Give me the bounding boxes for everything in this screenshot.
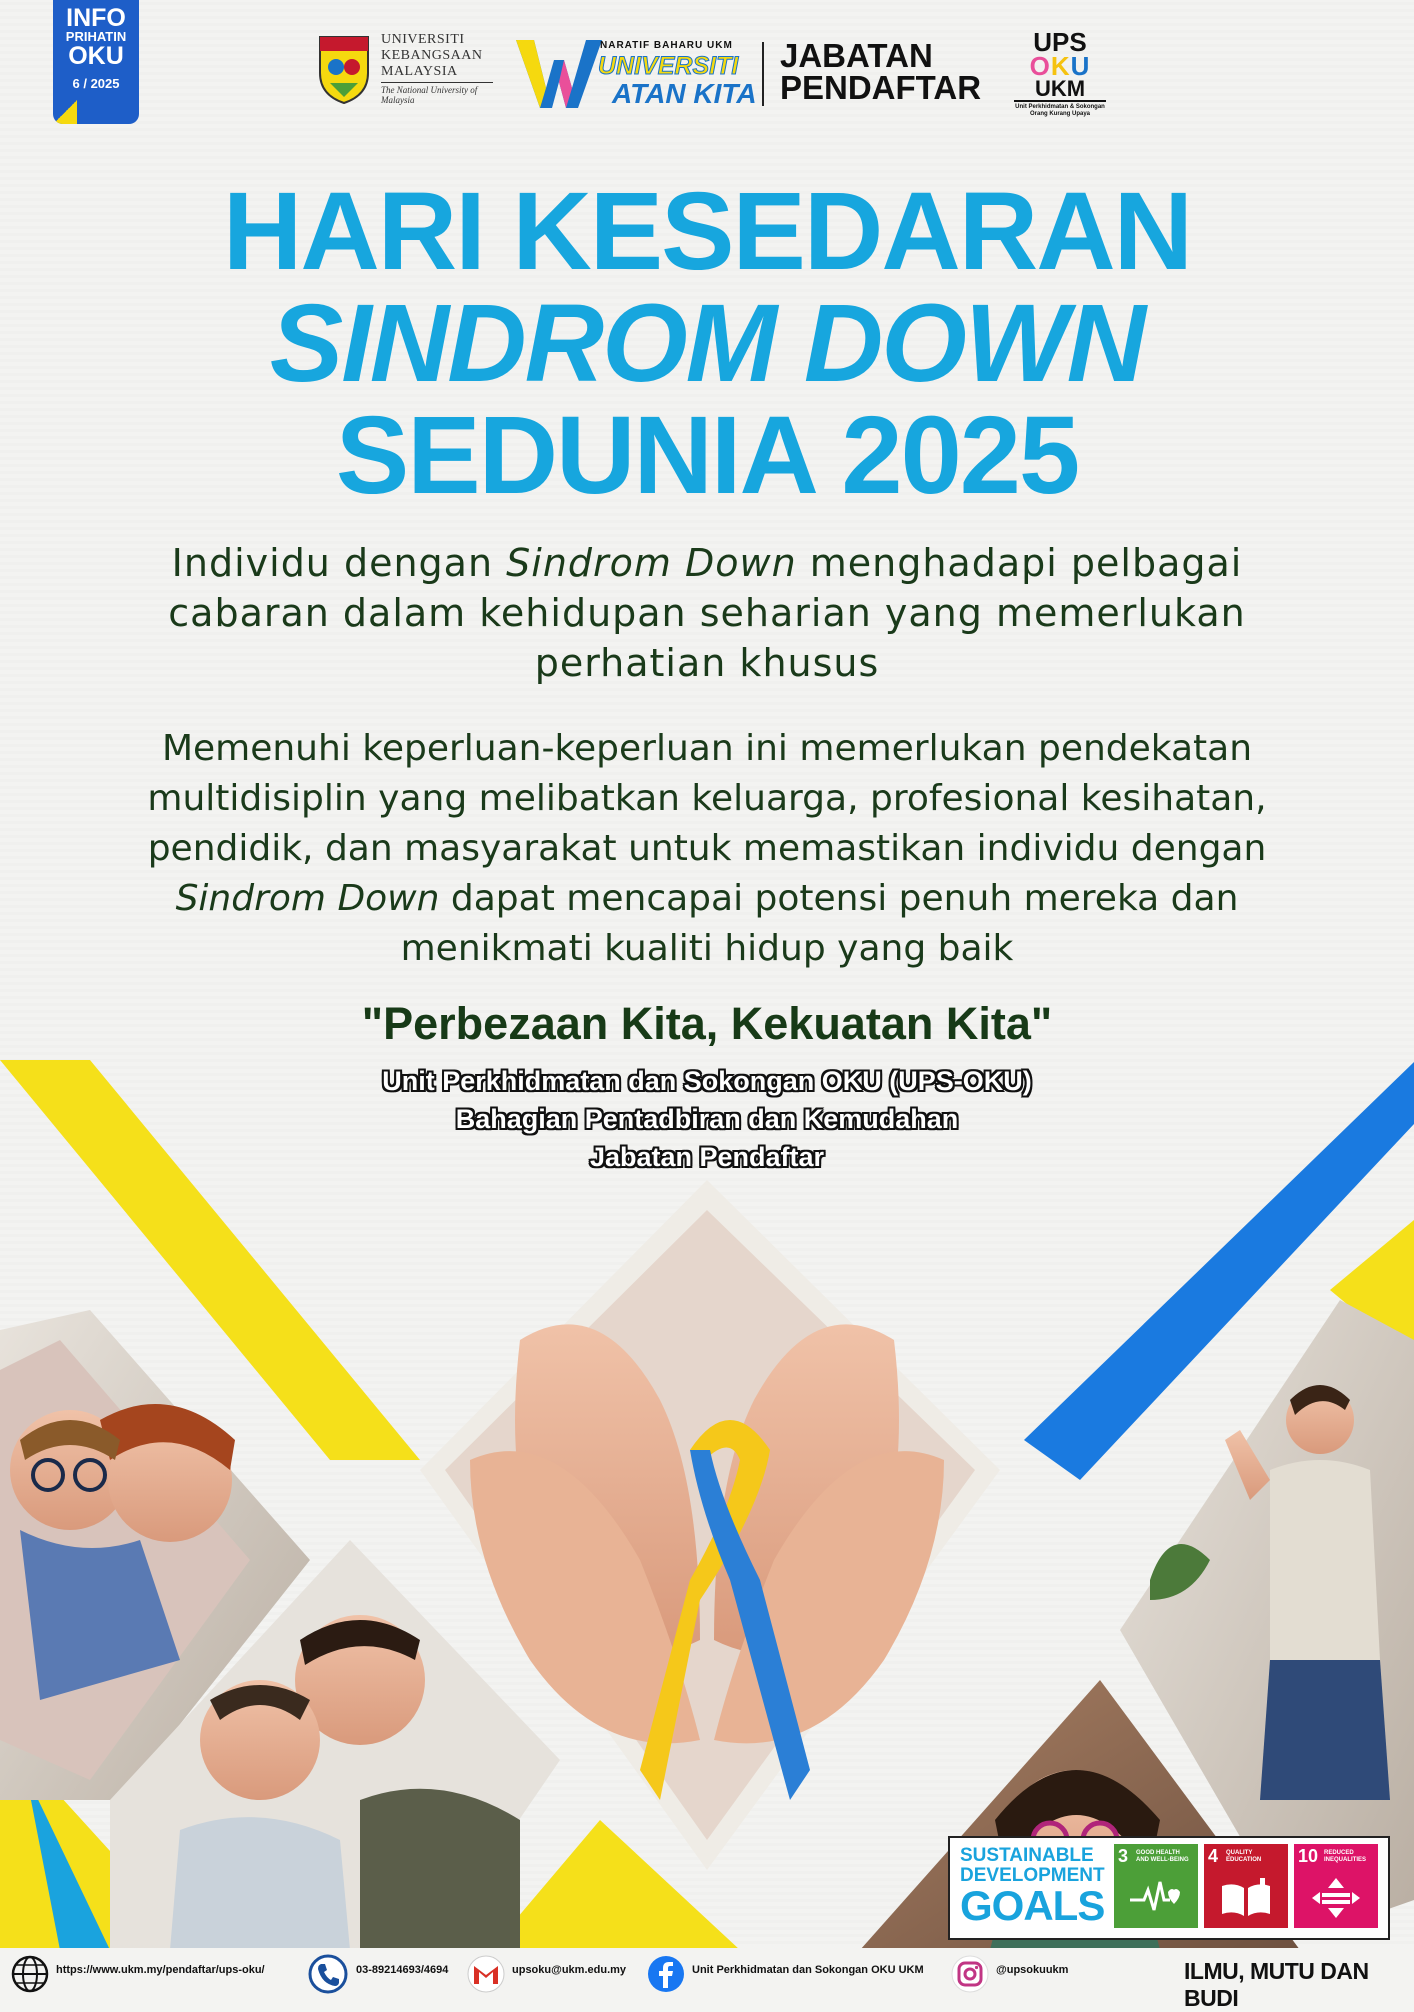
intro-paragraph [0, 538, 1414, 688]
facebook-icon [646, 1954, 686, 1994]
phone-number[interactable]: 03-89214693/4694 [356, 1964, 449, 1976]
jabatan-line1: JABATAN [780, 37, 933, 74]
heartbeat-icon [1130, 1878, 1182, 1918]
title-line3: SEDUNIA 2025 [335, 394, 1079, 517]
body-line2: multidisiplin yang melibatkan keluarga, profesional kesihatan, [147, 778, 1267, 819]
campaign-quote: "Perbezaan Kita, Kekuatan Kita" [361, 998, 1053, 1049]
watan-kita-name: ATAN KITA [612, 78, 757, 109]
badge-issue: 6 / 2025 [72, 76, 120, 91]
ups-oku-ukm-logo [1014, 27, 1106, 118]
intro-text-em: Sindrom Down [506, 541, 797, 585]
photo-collage [0, 1040, 1414, 1950]
sdg10-label: REDUCED INEQUALITIES [1324, 1850, 1367, 1863]
badge-line3: OKU [68, 42, 124, 70]
sdg4-number: 4 [1208, 1846, 1219, 1866]
badge-line2: PRIHATIN [65, 29, 127, 44]
title-line2: SINDROM DOWN [269, 282, 1145, 405]
watan-kita-w-logo [516, 40, 602, 108]
intro-text-a: Individu dengan [171, 541, 507, 585]
sdg-line1: SUSTAINABLE [960, 1845, 1094, 1866]
sdg10-number: 10 [1298, 1846, 1319, 1866]
sdg-line2: DEVELOPMENT [960, 1865, 1105, 1886]
gmail-icon [466, 1954, 506, 1994]
intro-line3: perhatian khusus [534, 641, 880, 685]
sdg-goals: GOALS [960, 1882, 1105, 1929]
ukm-line3: MALAYSIA [381, 64, 458, 79]
ukm-slogan: ILMU, MUTU DAN BUDI [1184, 1958, 1369, 2011]
jabatan-line2: PENDAFTAR [780, 69, 982, 106]
intro-line1 [0, 538, 1414, 588]
website-link[interactable]: https://www.ukm.my/pendaftar/ups-oku/ [56, 1964, 265, 1976]
ukm-line2: KEBANGSAAN [381, 48, 483, 63]
body-line4-em: Sindrom Down [175, 878, 440, 919]
phone-icon [308, 1954, 348, 1994]
unit-line2: Bahagian Pentadbiran dan Kemudahan [455, 1104, 959, 1134]
unit-line1: Unit Perkhidmatan dan Sokongan OKU (UPS-OKU) [382, 1066, 1032, 1096]
info-prihatin-oku-badge [53, 0, 139, 124]
body-paragraph [0, 724, 1414, 974]
jabatan-pendaftar-wordmark [780, 37, 982, 106]
sdg-goal-10 [1294, 1844, 1378, 1928]
sdg-goal-4 [1204, 1844, 1288, 1928]
instagram-link[interactable]: @upsokuukm [996, 1964, 1069, 1976]
badge-corner [53, 100, 77, 124]
sdg4-label: QUALITY EDUCATION [1226, 1850, 1262, 1863]
ukm-line1: UNIVERSITI [381, 32, 465, 47]
ups-line1: UPS [1033, 27, 1087, 57]
body-line4-rest: dapat mencapai potensi penuh mereka dan [439, 878, 1239, 919]
ups-line2: OKU [1029, 51, 1091, 81]
sdg3-label: GOOD HEALTH AND WELL-BEING [1136, 1850, 1189, 1863]
ukm-crest-logo [316, 33, 372, 105]
header-divider [762, 42, 764, 106]
globe-icon [10, 1954, 50, 1994]
sdg3-number: 3 [1118, 1846, 1129, 1866]
email-link[interactable]: upsoku@ukm.edu.my [512, 1964, 627, 1976]
badge-line1: INFO [66, 4, 126, 32]
sdg-goal-3 [1114, 1844, 1198, 1928]
ukm-tagline: The National University of Malaysia [381, 82, 493, 105]
intro-line2: cabaran dalam kehidupan seharian yang memerlukan [168, 591, 1246, 635]
ukm-wordmark [381, 32, 493, 105]
body-line5: menikmati kualiti hidup yang baik [400, 928, 1014, 969]
title-line1: HARI KESEDARAN [222, 170, 1192, 293]
body-line4 [0, 874, 1414, 924]
equality-icon [1310, 1878, 1362, 1918]
body-line1: Memenuhi keperluan-keperluan ini memerlukan pendekatan [161, 728, 1253, 769]
ups-line3: UKM [1014, 78, 1106, 102]
watan-kita-tagline: NARATIF BAHARU UKM [600, 40, 733, 51]
facebook-link[interactable]: Unit Perkhidmatan dan Sokongan OKU UKM [692, 1964, 924, 1976]
sdg-title [960, 1846, 1105, 1886]
watan-kita-universiti: UNIVERSITI [598, 52, 739, 80]
body-line3: pendidik, dan masyarakat untuk memastikan individu dengan [147, 828, 1267, 869]
unit-line3: Jabatan Pendaftar [589, 1142, 825, 1172]
intro-text-b: menghadapi pelbagai [796, 541, 1243, 585]
ups-small-caption: Unit Perkhidmatan & Sokongan Orang Kurang Upaya [1015, 104, 1105, 117]
book-pencil-icon [1220, 1878, 1272, 1918]
instagram-icon [950, 1954, 990, 1994]
